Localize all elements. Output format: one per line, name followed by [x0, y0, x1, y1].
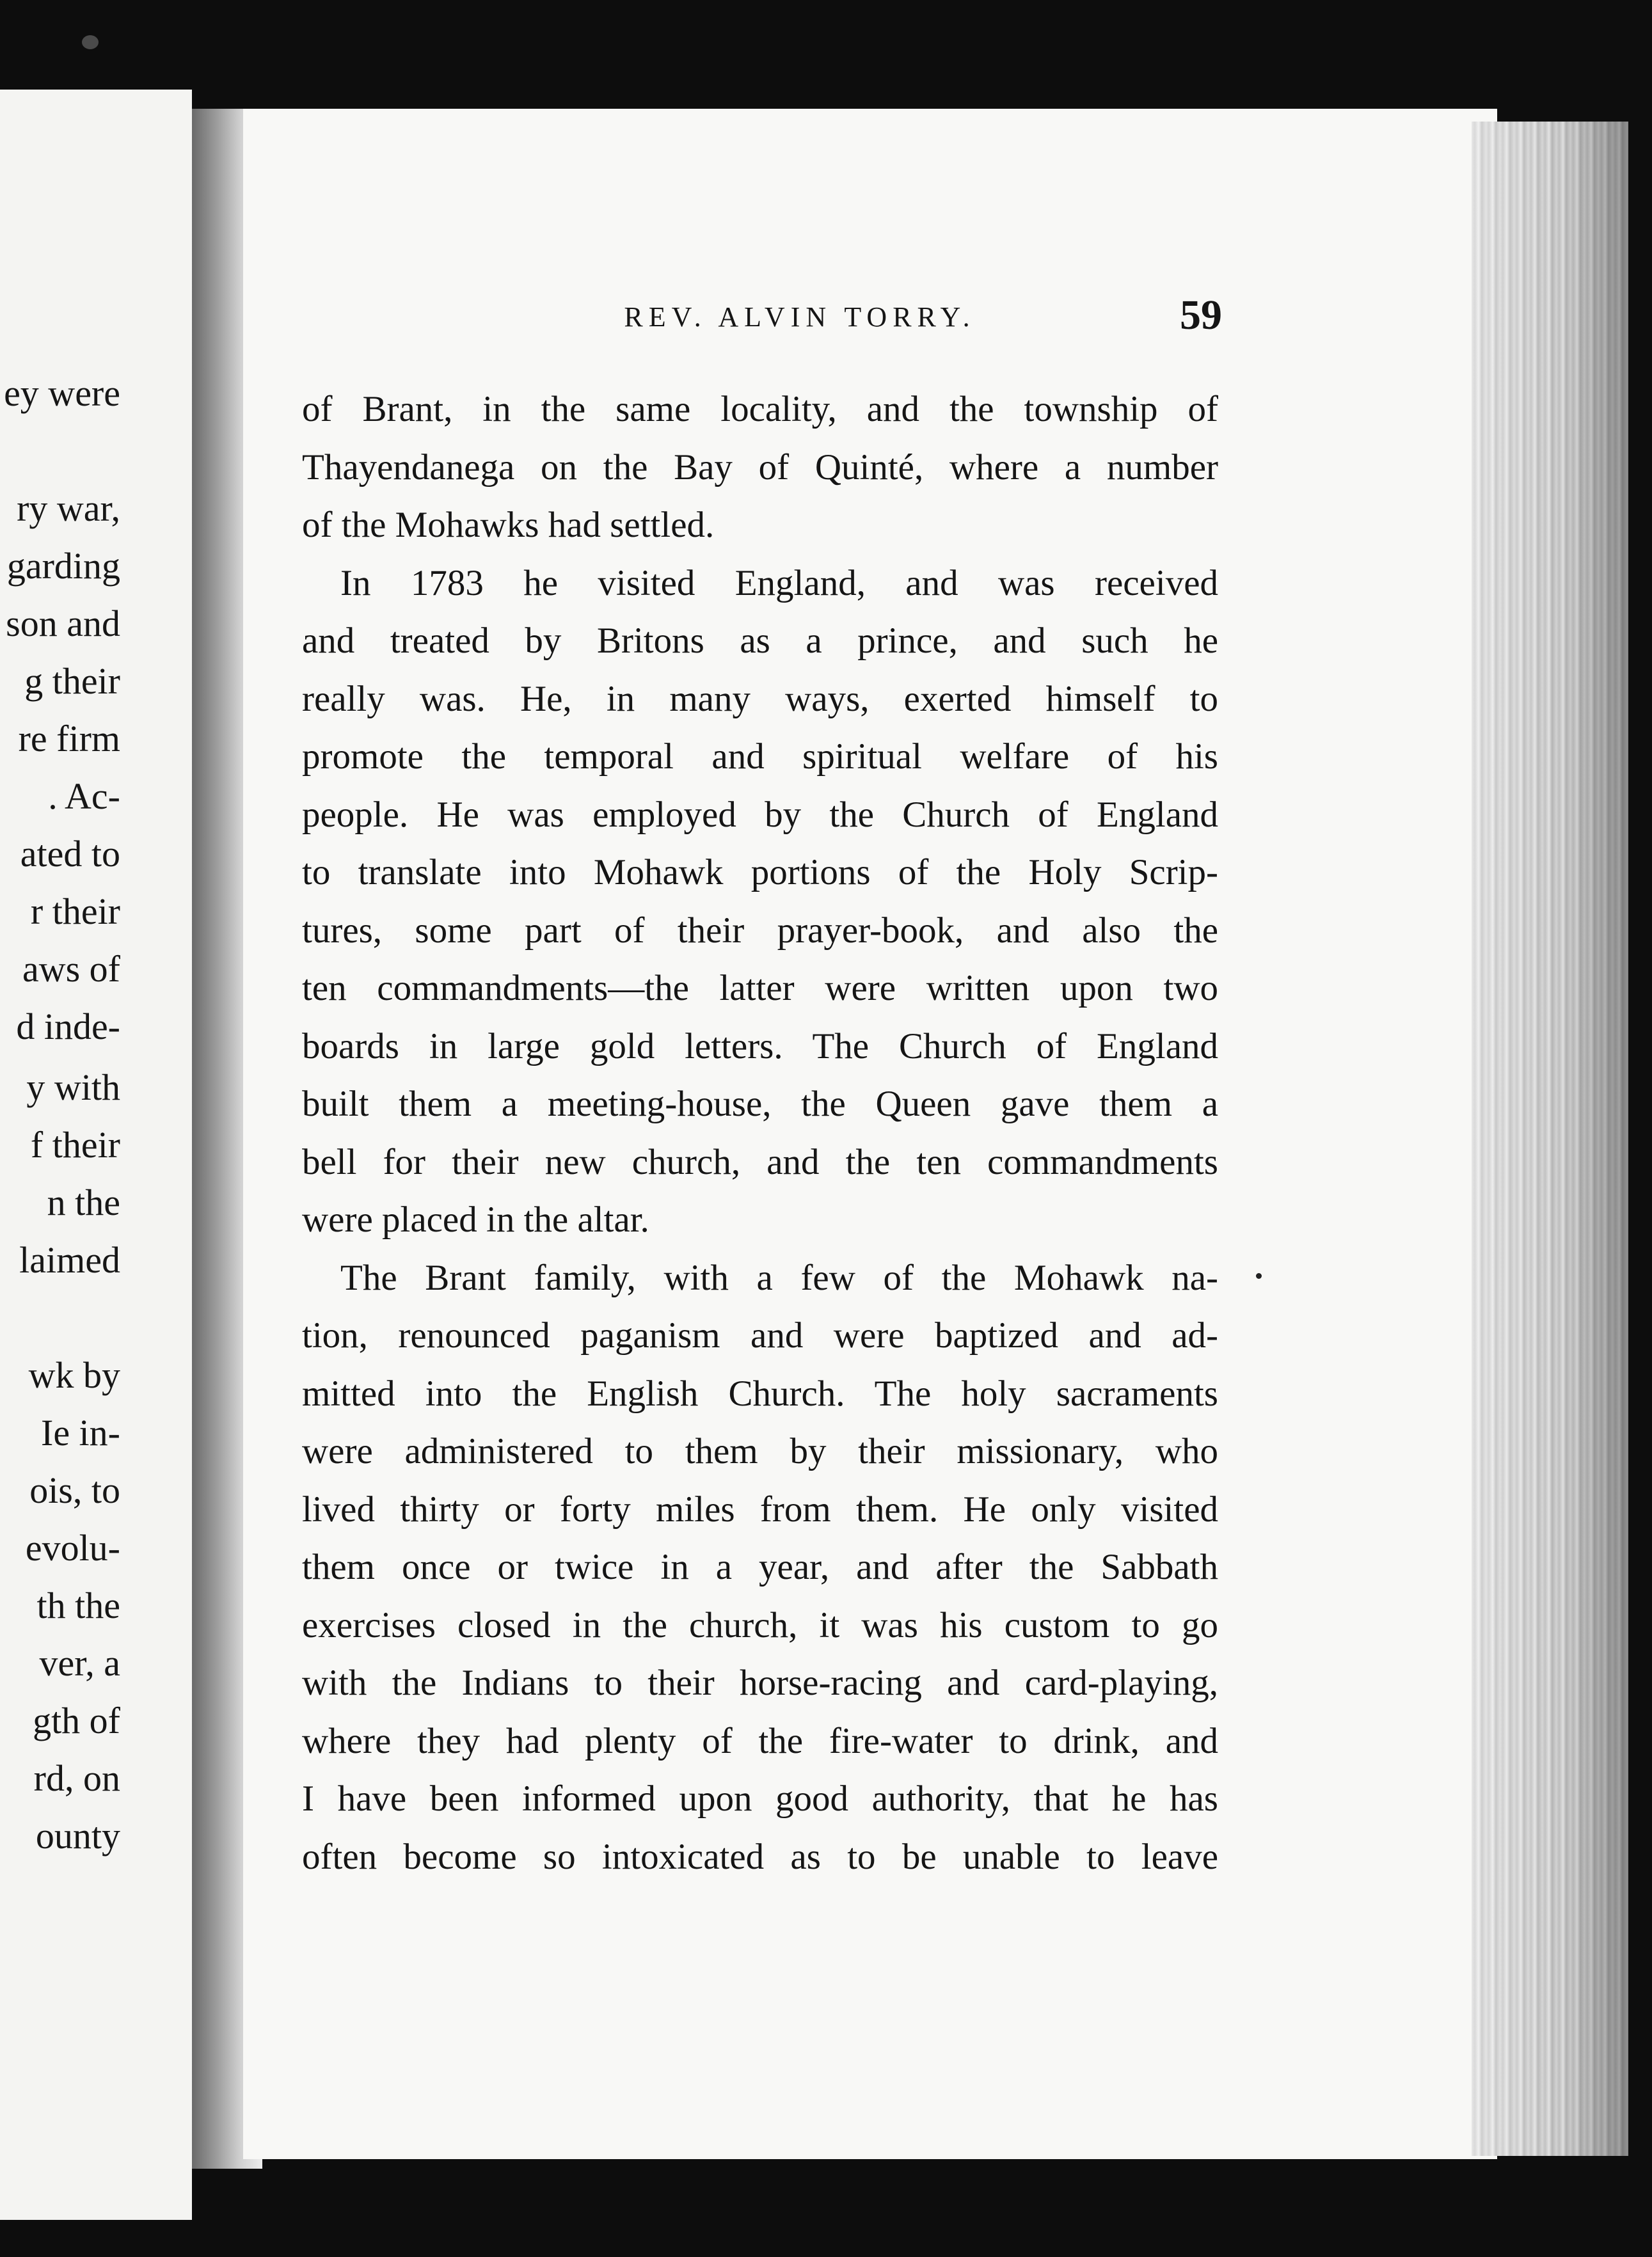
- left-page-line: n the: [47, 1182, 120, 1223]
- left-page-line: ver, a: [39, 1642, 120, 1684]
- left-page-line: evolu-: [25, 1527, 120, 1569]
- text-line: often become so intoxicated as to be unable to leave: [302, 1836, 1218, 1877]
- left-page-line: ounty: [35, 1815, 120, 1857]
- left-page-line: gth of: [33, 1700, 120, 1741]
- text-line: ten commandments—the latter were written upon two: [302, 968, 1218, 1008]
- text-line: mitted into the English Church. The holy sacraments: [302, 1373, 1218, 1414]
- stray-ink-mark: [1256, 1273, 1262, 1279]
- text-line: promote the temporal and spiritual welfare of his: [302, 736, 1218, 777]
- text-line: were placed in the altar.: [302, 1200, 649, 1240]
- text-line: were administered to them by their missionary, who: [302, 1431, 1218, 1471]
- left-page-line: r their: [30, 891, 120, 932]
- text-line: bell for their new church, and the ten commandments: [302, 1141, 1218, 1182]
- left-page-line: rd, on: [33, 1757, 120, 1799]
- text-line: where they had plenty of the fire-water to drink, and: [302, 1720, 1218, 1761]
- left-page-line: ry war,: [17, 487, 120, 529]
- body-text: [302, 381, 1218, 1886]
- left-page-line: laimed: [19, 1239, 120, 1281]
- left-page-line: d inde-: [16, 1006, 120, 1047]
- text-line: people. He was employed by the Church of England: [302, 794, 1218, 835]
- text-line: boards in large gold letters. The Church of England: [302, 1026, 1218, 1066]
- left-page-line: g their: [24, 660, 120, 702]
- text-line: I have been informed upon good authority, that he has: [302, 1778, 1218, 1819]
- left-page-line: th the: [36, 1585, 120, 1626]
- left-page-line: ated to: [20, 833, 120, 875]
- left-page-line: re firm: [18, 718, 120, 759]
- left-page-line: garding: [6, 545, 120, 587]
- left-page-line: y with: [26, 1066, 120, 1108]
- left-page-line: . Ac-: [48, 775, 120, 817]
- text-line: In 1783 he visited England, and was received: [340, 562, 1218, 603]
- page-fore-edge-shading: [1472, 122, 1628, 2156]
- left-page-line: ey were: [4, 372, 120, 414]
- left-page-line: son and: [6, 603, 120, 644]
- text-line: lived thirty or forty miles from them. He only visited: [302, 1489, 1218, 1530]
- left-page-line: Ie in-: [41, 1412, 120, 1453]
- text-line: to translate into Mohawk portions of the Holy Scrip-: [302, 852, 1218, 892]
- page-number: 59: [1180, 292, 1222, 338]
- text-line: and treated by Britons as a prince, and such he: [302, 621, 1218, 661]
- text-line: exercises closed in the church, it was his custom to go: [302, 1604, 1218, 1645]
- left-page-line: aws of: [22, 948, 120, 990]
- text-line: built them a meeting-house, the Queen gave them a: [302, 1084, 1218, 1124]
- left-page-line: wk by: [28, 1354, 120, 1396]
- text-line: of the Mohawks had settled.: [302, 505, 715, 545]
- running-head: REV. ALVIN TORRY.: [624, 301, 976, 333]
- left-page-line: ois, to: [29, 1469, 120, 1511]
- text-line: them once or twice in a year, and after the Sabbath: [302, 1547, 1218, 1587]
- text-line: with the Indians to their horse-racing and card-playing,: [302, 1663, 1218, 1703]
- text-line: tures, some part of their prayer-book, and also the: [302, 910, 1218, 951]
- text-line: The Brant family, with a few of the Mohawk na-: [340, 1257, 1218, 1298]
- left-page: [0, 90, 192, 2220]
- dust-speck: [82, 35, 99, 49]
- text-line: tion, renounced paganism and were baptized and ad-: [302, 1315, 1218, 1356]
- text-line: Thayendanega on the Bay of Quinté, where a number: [302, 447, 1218, 487]
- text-line: of Brant, in the same locality, and the township of: [302, 389, 1218, 429]
- text-line: really was. He, in many ways, exerted himself to: [302, 678, 1218, 719]
- left-page-line: f their: [30, 1124, 120, 1166]
